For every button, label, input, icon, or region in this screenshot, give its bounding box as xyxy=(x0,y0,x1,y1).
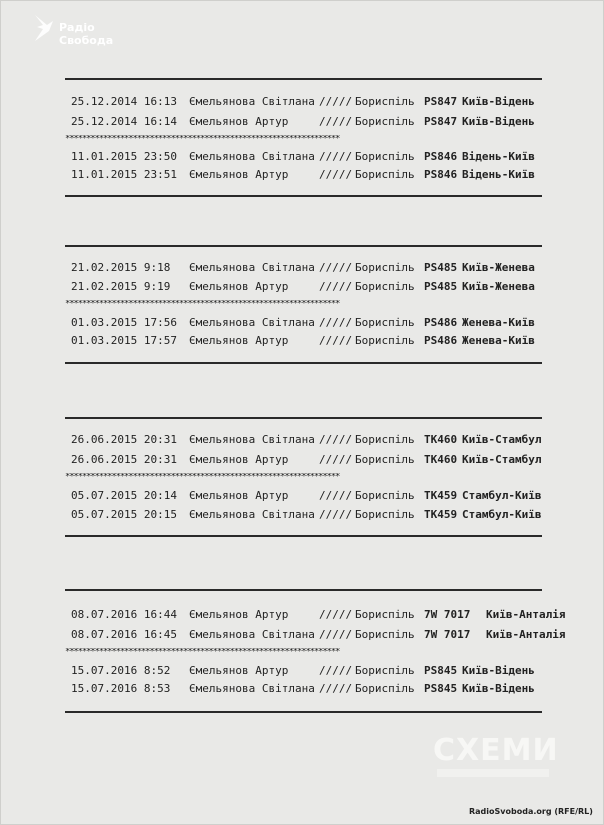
record-airport: Бориспіль xyxy=(355,433,415,446)
record-name: Ємельянов Артур xyxy=(189,608,289,621)
record-slashes: ///// xyxy=(319,682,353,695)
record-airport: Бориспіль xyxy=(355,508,415,521)
record-datetime: 05.07.2015 20:15 xyxy=(71,508,177,521)
record-name: Ємельянов Артур xyxy=(189,115,289,128)
record-route: Київ-Стамбул xyxy=(462,453,542,466)
record-slashes: ///// xyxy=(319,334,353,347)
bird-icon xyxy=(31,13,57,45)
record-name: Ємельянов Артур xyxy=(189,334,289,347)
record-datetime: 15.07.2016 8:52 xyxy=(71,664,171,677)
record-flight: PS846 xyxy=(424,168,458,181)
record-datetime: 26.06.2015 20:31 xyxy=(71,453,177,466)
record-name: Ємельянова Світлана xyxy=(189,682,315,695)
record-airport: Бориспіль xyxy=(355,261,415,274)
record-name: Ємельянова Світлана xyxy=(189,150,315,163)
record-airport: Бориспіль xyxy=(355,664,415,677)
group-bottom-rule xyxy=(65,711,542,713)
record-name: Ємельянова Світлана xyxy=(189,261,315,274)
logo-line-1: Радіо xyxy=(59,21,95,34)
source-credit: RadioSvoboda.org (RFE/RL) xyxy=(469,807,593,816)
record-route: Київ-Стамбул xyxy=(462,433,542,446)
record-row xyxy=(71,168,535,184)
record-row xyxy=(71,261,535,277)
record-datetime: 01.03.2015 17:57 xyxy=(71,334,177,347)
record-row xyxy=(71,316,535,332)
record-slashes: ///// xyxy=(319,168,353,181)
record-slashes: ///// xyxy=(319,95,353,108)
record-flight: TK459 xyxy=(424,508,458,521)
record-datetime: 25.12.2014 16:13 xyxy=(71,95,177,108)
record-row xyxy=(71,95,535,111)
record-flight: PS486 xyxy=(424,334,458,347)
record-route: Київ-Женева xyxy=(462,280,535,293)
record-airport: Бориспіль xyxy=(355,168,415,181)
record-airport: Бориспіль xyxy=(355,489,415,502)
record-name: Ємельянов Артур xyxy=(189,168,289,181)
record-name: Ємельянов Артур xyxy=(189,453,289,466)
record-datetime: 21.02.2015 9:19 xyxy=(71,280,171,293)
record-route: Відень-Київ xyxy=(462,150,535,163)
group-bottom-rule xyxy=(65,195,542,197)
record-flight: TK459 xyxy=(424,489,458,502)
record-flight: PS485 xyxy=(424,280,458,293)
record-slashes: ///// xyxy=(319,316,353,329)
record-airport: Бориспіль xyxy=(355,334,415,347)
record-route: Відень-Київ xyxy=(462,168,535,181)
record-row xyxy=(71,664,535,680)
record-flight: 7W 7017 xyxy=(424,608,471,621)
record-route: Київ-Анталія xyxy=(486,608,566,621)
record-row xyxy=(71,280,535,296)
record-flight: TK460 xyxy=(424,433,458,446)
record-name: Ємельянова Світлана xyxy=(189,508,315,521)
record-route: Київ-Відень xyxy=(462,664,535,677)
record-airport: Бориспіль xyxy=(355,280,415,293)
star-separator: ***************************************************************** xyxy=(65,135,340,143)
star-separator: ***************************************************************** xyxy=(65,648,340,656)
record-name: Ємельянова Світлана xyxy=(189,316,315,329)
record-slashes: ///// xyxy=(319,433,353,446)
record-name: Ємельянова Світлана xyxy=(189,95,315,108)
record-slashes: ///// xyxy=(319,280,353,293)
record-route: Київ-Анталія xyxy=(486,628,566,641)
record-airport: Бориспіль xyxy=(355,682,415,695)
record-route: Стамбул-Київ xyxy=(462,508,542,521)
record-flight: 7W 7017 xyxy=(424,628,471,641)
record-datetime: 08.07.2016 16:44 xyxy=(71,608,177,621)
schemes-logo: СХЕМИ xyxy=(433,733,559,768)
record-flight: PS845 xyxy=(424,664,458,677)
record-row xyxy=(71,334,535,350)
record-airport: Бориспіль xyxy=(355,453,415,466)
record-airport: Бориспіль xyxy=(355,150,415,163)
record-row xyxy=(71,682,535,698)
record-slashes: ///// xyxy=(319,150,353,163)
record-slashes: ///// xyxy=(319,489,353,502)
record-name: Ємельянова Світлана xyxy=(189,628,315,641)
record-flight: PS485 xyxy=(424,261,458,274)
record-route: Київ-Відень xyxy=(462,682,535,695)
record-airport: Бориспіль xyxy=(355,628,415,641)
record-name: Ємельянов Артур xyxy=(189,489,289,502)
logo-line-2: Свобода xyxy=(59,34,114,47)
group-bottom-rule xyxy=(65,535,542,537)
record-airport: Бориспіль xyxy=(355,115,415,128)
record-flight: PS846 xyxy=(424,150,458,163)
schemes-logo-subline xyxy=(437,769,549,777)
group-top-rule xyxy=(65,78,542,80)
record-datetime: 11.01.2015 23:50 xyxy=(71,150,177,163)
record-airport: Бориспіль xyxy=(355,316,415,329)
record-datetime: 01.03.2015 17:56 xyxy=(71,316,177,329)
record-row xyxy=(71,608,566,624)
group-top-rule xyxy=(65,589,542,591)
record-flight: PS486 xyxy=(424,316,458,329)
record-datetime: 26.06.2015 20:31 xyxy=(71,433,177,446)
record-slashes: ///// xyxy=(319,508,353,521)
record-route: Київ-Відень xyxy=(462,95,535,108)
record-slashes: ///// xyxy=(319,453,353,466)
record-flight: PS847 xyxy=(424,95,458,108)
record-route: Стамбул-Київ xyxy=(462,489,542,502)
record-airport: Бориспіль xyxy=(355,608,415,621)
record-slashes: ///// xyxy=(319,608,353,621)
record-name: Ємельянова Світлана xyxy=(189,433,315,446)
record-name: Ємельянов Артур xyxy=(189,664,289,677)
record-route: Київ-Женева xyxy=(462,261,535,274)
record-slashes: ///// xyxy=(319,664,353,677)
record-datetime: 11.01.2015 23:51 xyxy=(71,168,177,181)
group-top-rule xyxy=(65,245,542,247)
record-datetime: 25.12.2014 16:14 xyxy=(71,115,177,128)
record-slashes: ///// xyxy=(319,115,353,128)
record-datetime: 05.07.2015 20:14 xyxy=(71,489,177,502)
record-route: Женева-Київ xyxy=(462,334,535,347)
record-row xyxy=(71,453,542,469)
record-flight: PS845 xyxy=(424,682,458,695)
record-slashes: ///// xyxy=(319,261,353,274)
record-row xyxy=(71,489,542,505)
group-bottom-rule xyxy=(65,362,542,364)
record-name: Ємельянов Артур xyxy=(189,280,289,293)
record-row xyxy=(71,628,566,644)
record-route: Женева-Київ xyxy=(462,316,535,329)
record-slashes: ///// xyxy=(319,628,353,641)
record-row xyxy=(71,508,542,524)
record-datetime: 15.07.2016 8:53 xyxy=(71,682,171,695)
record-route: Київ-Відень xyxy=(462,115,535,128)
record-datetime: 08.07.2016 16:45 xyxy=(71,628,177,641)
record-row xyxy=(71,115,535,131)
record-airport: Бориспіль xyxy=(355,95,415,108)
record-row xyxy=(71,150,535,166)
star-separator: ***************************************************************** xyxy=(65,300,340,308)
record-row xyxy=(71,433,542,449)
star-separator: ***************************************************************** xyxy=(65,473,340,481)
record-flight: TK460 xyxy=(424,453,458,466)
radio-svoboda-logo xyxy=(31,13,121,55)
record-flight: PS847 xyxy=(424,115,458,128)
group-top-rule xyxy=(65,417,542,419)
record-datetime: 21.02.2015 9:18 xyxy=(71,261,171,274)
